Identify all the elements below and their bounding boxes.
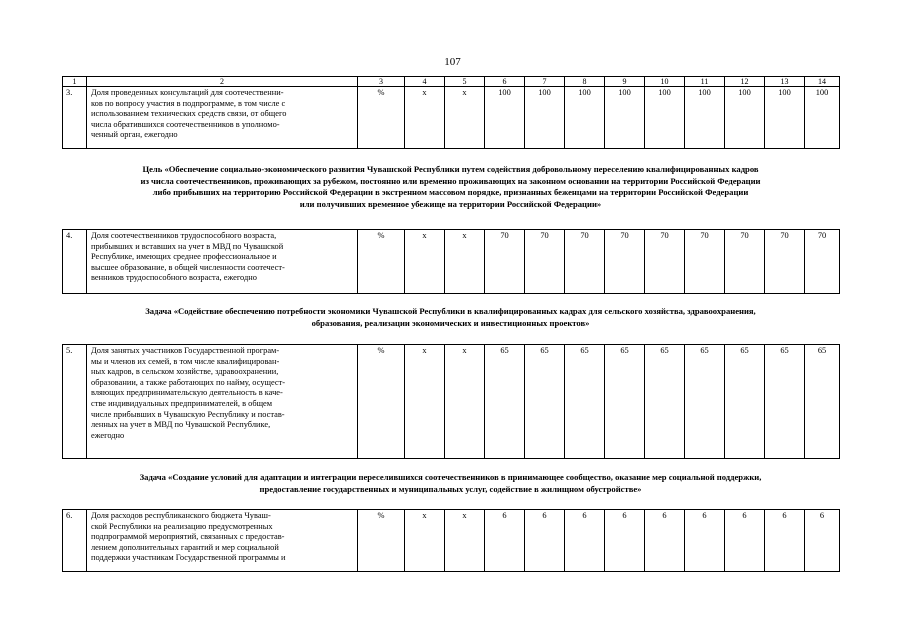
indicator-description: Доля проведенных консультаций для соотечественни- ков по вопросу участия в подпрограмме, в том числе с использованием технических средств связи, от общего числа обратившихся соотечественников в уполномо- ченный орган, ежегодно <box>87 87 358 149</box>
task-heading: Задача «Создание условий для адаптации и интеграции переселившихся соотечественников в принимающее сообщество, оказание мер социальной поддержки, предоставление государственных и муниципальных услуг, содействие в жилищном обустройстве» <box>139 472 762 494</box>
value-cell: 6 <box>805 510 840 572</box>
value-cell: х <box>405 87 445 149</box>
value-cell: 70 <box>765 230 805 294</box>
value-cell: 6 <box>645 510 685 572</box>
row-number: 3. <box>63 87 87 149</box>
indicator-description: Доля занятых участников Государственной програм- мы и членов их семей, в том числе квалифицирован- ных кадров, в сельском хозяйстве, здравоохранении, образовании, а также работающих по найму, осущест- вляющих предпринимательскую деятельность в каче- стве индивидуальных предпринимателей, в общем числе прибывших в Чувашскую Республику и постав- ленных на учет в МВД по Чувашской Республике, ежегодно <box>87 345 358 459</box>
unit-cell: % <box>358 230 405 294</box>
column-number: 2 <box>87 77 358 87</box>
value-cell: 6 <box>565 510 605 572</box>
value-cell: х <box>405 510 445 572</box>
value-cell: 70 <box>725 230 765 294</box>
unit-cell: % <box>358 510 405 572</box>
column-number: 1 <box>63 77 87 87</box>
value-cell: 70 <box>645 230 685 294</box>
indicator-description: Доля расходов республиканского бюджета Чуваш- ской Республики на реализацию предусмотренных подпрограммой мероприятий, связанных с предостав- лением дополнительных гарантий и мер социальной поддержки участникам Государственной программы и <box>87 510 358 572</box>
column-number: 9 <box>605 77 645 87</box>
column-number: 4 <box>405 77 445 87</box>
column-number: 12 <box>725 77 765 87</box>
value-cell: 70 <box>565 230 605 294</box>
table-row <box>63 510 840 572</box>
column-number: 13 <box>765 77 805 87</box>
column-number: 11 <box>685 77 725 87</box>
row-number: 5. <box>63 345 87 459</box>
column-number-row <box>63 77 840 87</box>
value-cell: 65 <box>805 345 840 459</box>
value-cell: 6 <box>765 510 805 572</box>
task-heading: Задача «Содействие обеспечению потребности экономики Чувашской Республики в квалифицированных кадрах для сельского хозяйства, здравоохранения, образования, реализации экономических и инвестиционных проектов» <box>145 306 756 328</box>
table-row <box>63 230 840 294</box>
value-cell: 6 <box>485 510 525 572</box>
value-cell: 100 <box>485 87 525 149</box>
value-cell: 100 <box>685 87 725 149</box>
value-cell: 70 <box>485 230 525 294</box>
value-cell: 100 <box>805 87 840 149</box>
indicator-table-part-1 <box>62 76 840 149</box>
unit-cell: % <box>358 87 405 149</box>
column-number: 6 <box>485 77 525 87</box>
value-cell: 65 <box>605 345 645 459</box>
value-cell: 100 <box>765 87 805 149</box>
indicator-table-part-3 <box>62 344 840 459</box>
column-number: 8 <box>565 77 605 87</box>
value-cell: 70 <box>805 230 840 294</box>
page-number: 107 <box>444 56 461 68</box>
value-cell: 100 <box>525 87 565 149</box>
column-number: 3 <box>358 77 405 87</box>
indicator-description: Доля соотечественников трудоспособного возраста, прибывших и вставших на учет в МВД по Чувашской Республике, имеющих среднее профессиональное и высшее образование, в общей численности соотечест- венников трудоспособного возраста, ежегодно <box>87 230 358 294</box>
value-cell: 6 <box>685 510 725 572</box>
value-cell: 65 <box>685 345 725 459</box>
row-number: 4. <box>63 230 87 294</box>
value-cell: 100 <box>605 87 645 149</box>
value-cell: 6 <box>525 510 565 572</box>
value-cell: 100 <box>565 87 605 149</box>
value-cell: 65 <box>725 345 765 459</box>
value-cell: 65 <box>765 345 805 459</box>
unit-cell: % <box>358 345 405 459</box>
column-number: 5 <box>445 77 485 87</box>
value-cell: 65 <box>485 345 525 459</box>
value-cell: х <box>405 345 445 459</box>
value-cell: х <box>445 230 485 294</box>
value-cell: 6 <box>605 510 645 572</box>
value-cell: 65 <box>565 345 605 459</box>
value-cell: 100 <box>645 87 685 149</box>
value-cell: 70 <box>685 230 725 294</box>
indicator-table-part-4 <box>62 509 840 572</box>
value-cell: 70 <box>605 230 645 294</box>
column-number: 7 <box>525 77 565 87</box>
value-cell: 70 <box>525 230 565 294</box>
value-cell: х <box>405 230 445 294</box>
column-number: 10 <box>645 77 685 87</box>
table-row <box>63 87 840 149</box>
value-cell: 100 <box>725 87 765 149</box>
column-number: 14 <box>805 77 840 87</box>
indicator-table-part-2 <box>62 229 840 294</box>
goal-heading: Цель «Обеспечение социально-экономического развития Чувашской Республики путем содействия добровольному переселению квалифицированных кадров из числа соотечественников, проживающих за рубежом, постоянно или временно проживающих на законном основании на территории Российской Федерации либо прибывших на территорию Российской Федерации в экстренном массовом порядке, признанных беженцами на территории Российской Федерации или получивших временное убежище на территории Российской Федерации» <box>140 164 761 209</box>
value-cell: 65 <box>525 345 565 459</box>
value-cell: 6 <box>725 510 765 572</box>
row-number: 6. <box>63 510 87 572</box>
table-row <box>63 345 840 459</box>
value-cell: х <box>445 87 485 149</box>
value-cell: 65 <box>645 345 685 459</box>
value-cell: х <box>445 345 485 459</box>
value-cell: х <box>445 510 485 572</box>
